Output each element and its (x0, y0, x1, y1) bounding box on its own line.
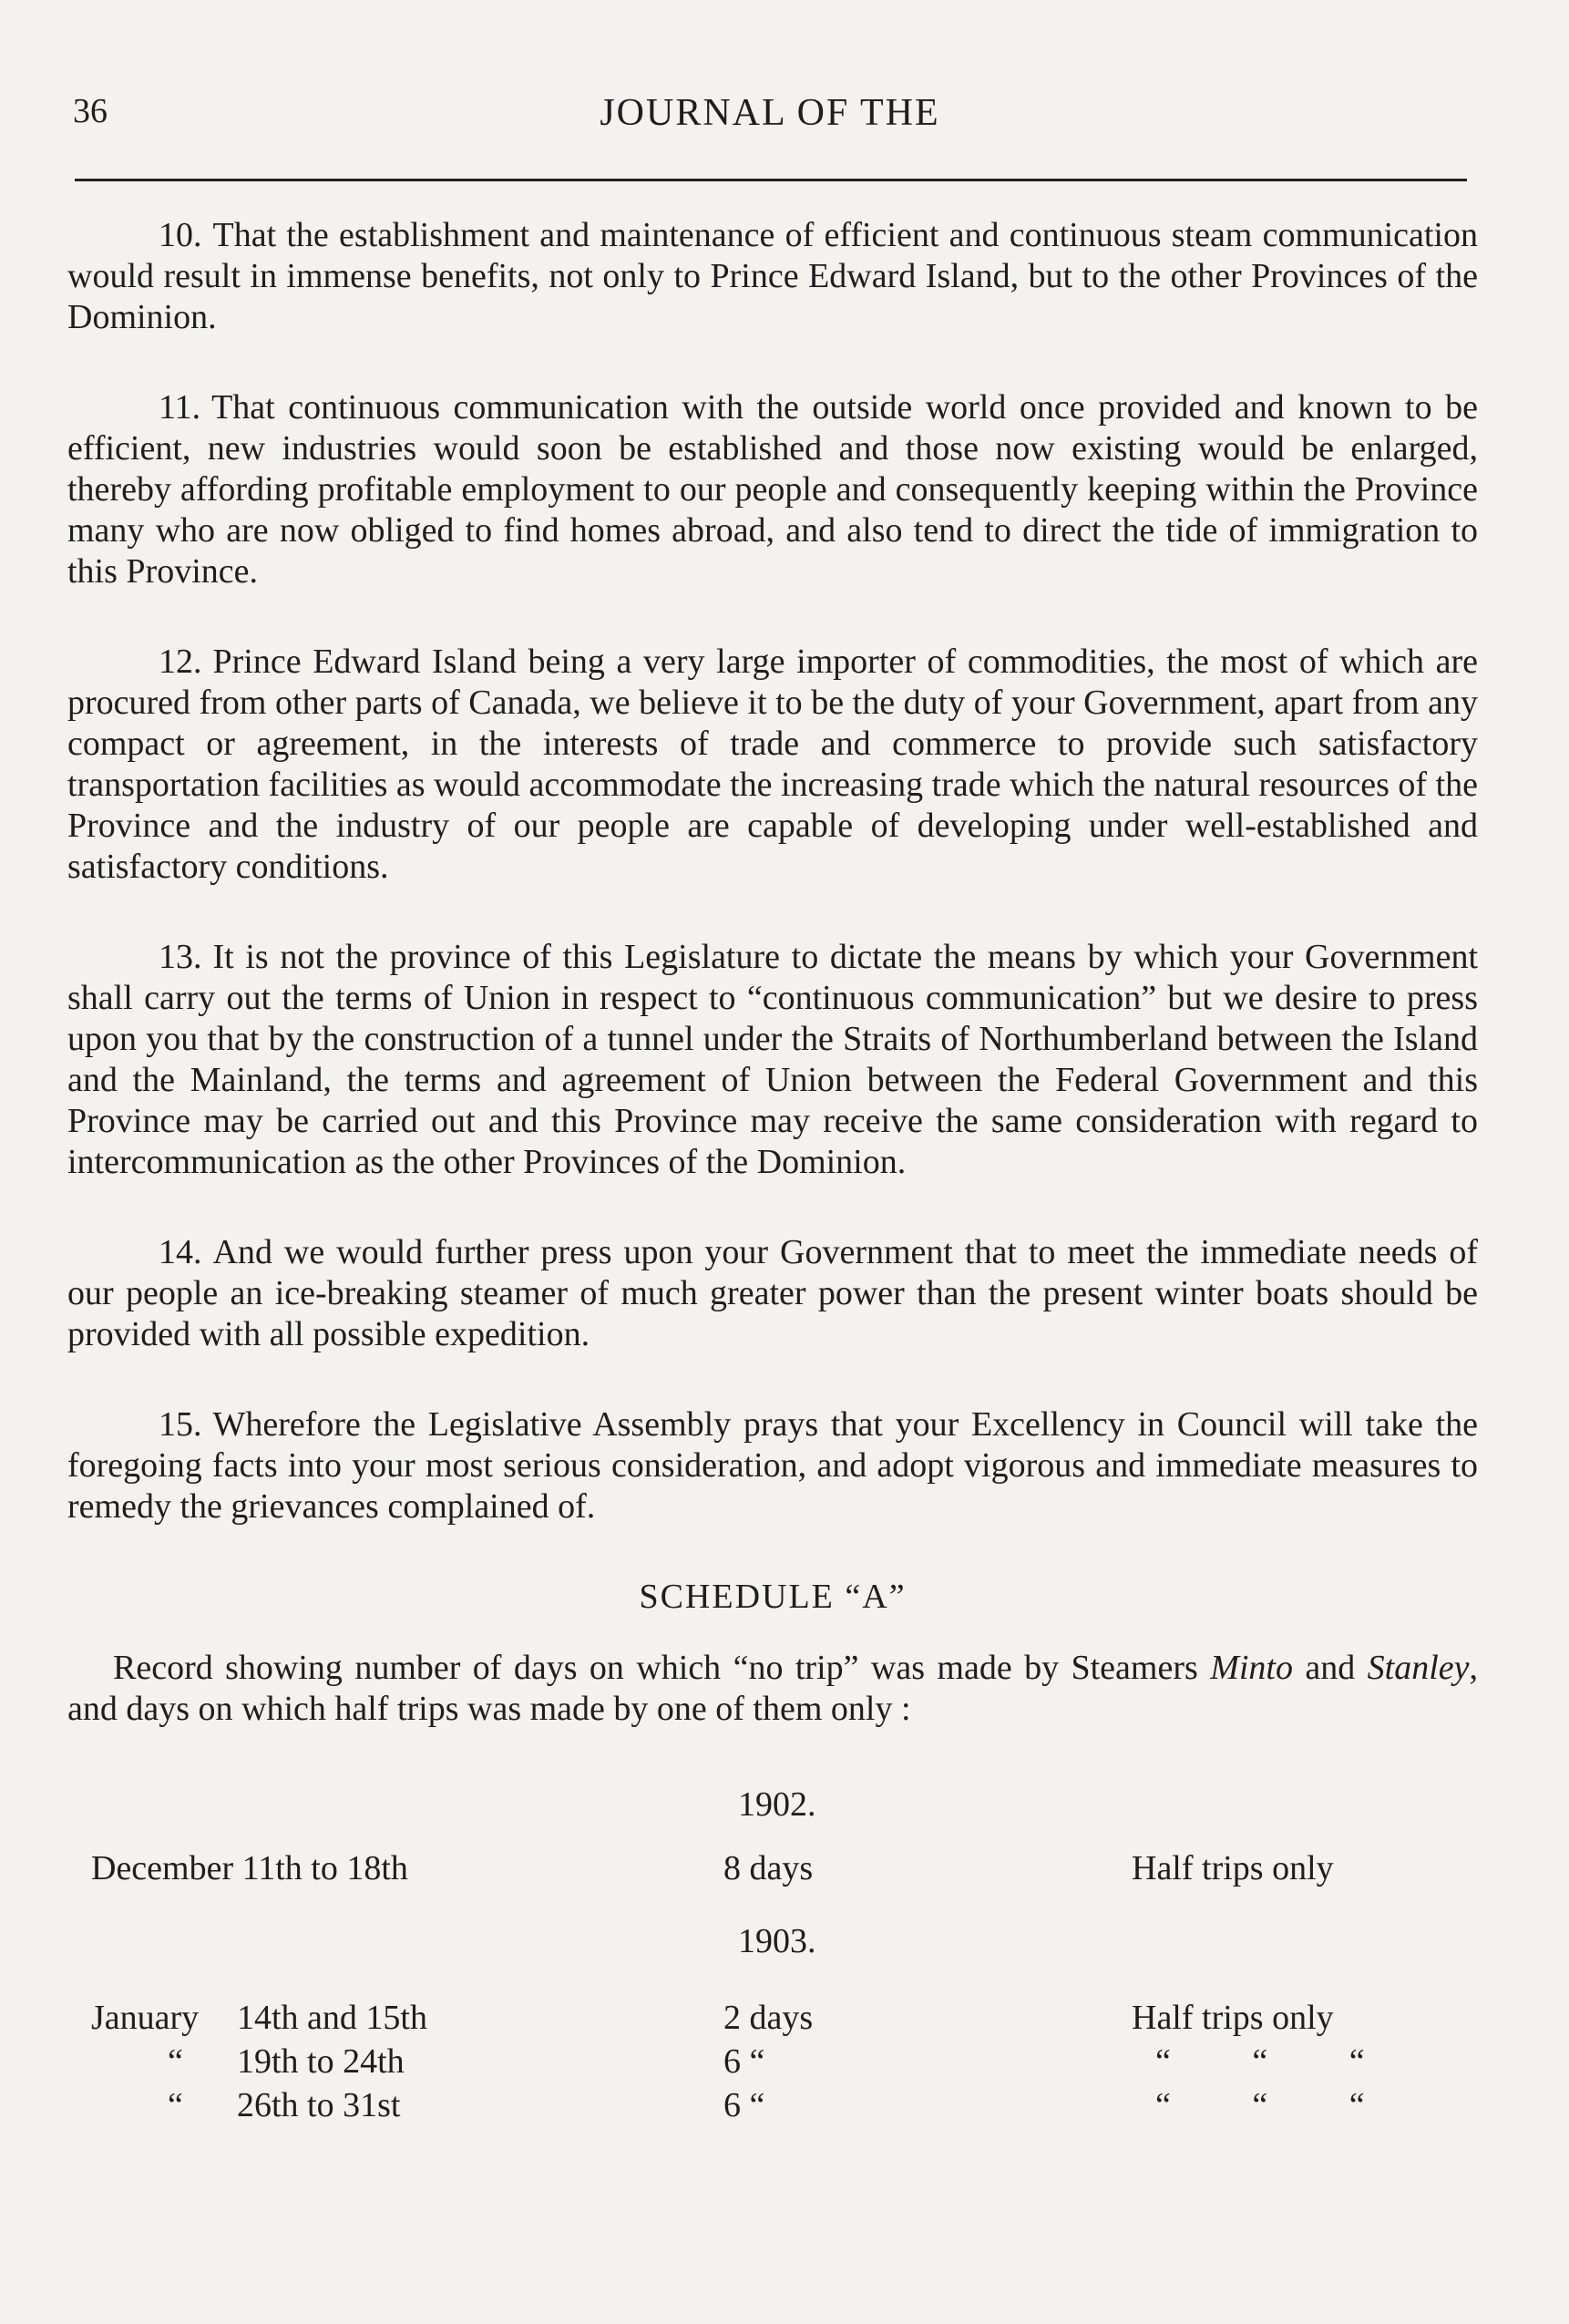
paragraph-text: That continuous communication with the outside world once provided and known to be efficient, new industries would soon be established and those now existing would be enlarged, thereby affording profitable employment to our people and consequently keeping within the Province many who are now obliged to find homes abroad, and also tend to direct the tide of immigration to this Province. (67, 388, 1478, 591)
paragraph-14 (67, 1232, 1478, 1355)
paragraph-number: 14. (159, 1233, 202, 1271)
steamer-name: Minto (1210, 1649, 1293, 1687)
paragraph-number: 13. (159, 938, 202, 976)
paragraph-text: Wherefore the Legislative Assembly prays that your Excellency in Council will take the foregoing facts into your most serious consideration, and adopt vigorous and immediate measures to remedy the grievances complained of. (67, 1405, 1478, 1526)
paragraph-text: And we would further press upon your Government that to meet the immediate needs of our people an ice-breaking steamer of much greater power than the present winter boats should be provided with all possible expedition. (67, 1233, 1478, 1353)
ditto-mark: “ (168, 2042, 183, 2081)
row-days: 8 days (723, 1849, 814, 1887)
paragraph-11 (67, 387, 1478, 592)
paragraph-number: 12. (159, 643, 202, 681)
schedule-intro-text: , and days on which half trips was made by one of them only : (67, 1649, 1478, 1728)
row-dates: 19th to 24th (237, 2042, 405, 2081)
paragraph-number: 15. (159, 1405, 202, 1444)
paragraph-number: 10. (159, 216, 202, 254)
schedule-intro-text: and (1292, 1649, 1368, 1687)
row-note: “ “ “ (1155, 2042, 1401, 2081)
paragraph-text: Prince Edward Island being a very large importer of commodities, the most of which are procured from other parts of Canada, we believe it to be the duty of your Government, apart from any compact or agreement, in the interests of trade and commerce to provide such satisfactory transportation facilities as would accommodate the increasing trade which the natural resources of the Province and the industry of our people are capable of developing under well-established and satisfactory conditions. (67, 643, 1478, 886)
schedule-row (67, 2085, 1478, 2129)
year-heading (67, 1921, 1478, 1969)
schedule-intro (67, 1648, 1478, 1730)
row-note: Half trips only (1132, 1999, 1334, 2037)
paragraph-10 (67, 215, 1478, 338)
row-note: “ “ “ (1155, 2086, 1401, 2124)
schedule-row (67, 1848, 1478, 1892)
page-header (73, 91, 1467, 155)
schedule-row (67, 2041, 1478, 2085)
schedule-intro-text: Record showing number of days on which “no trip” was made by Steamers (113, 1649, 1211, 1687)
row-dates: December 11th to 18th (91, 1849, 408, 1887)
paragraph-13 (67, 937, 1478, 1183)
document-body (67, 215, 1478, 2129)
row-dates: 26th to 31st (237, 2086, 401, 2124)
row-days: 2 days (723, 1999, 814, 2037)
row-days: 6 “ (723, 2042, 765, 2081)
header-rule (75, 179, 1467, 181)
row-dates: 14th and 15th (237, 1999, 427, 2037)
paragraph-text: It is not the province of this Legislature to dictate the means by which your Government shall carry out the terms of Union in respect to “continuous communication” but we desire to press upon you that by the construction of a tunnel under the Straits of Northumberland between the Island and the Mainland, the terms and agreement of Union between the Federal Government and this Province may be carried out and this Province may receive the same consideration with regard to intercommunication as the other Provinces of the Dominion. (67, 938, 1478, 1181)
row-days: 6 “ (723, 2086, 765, 2124)
schedule-row (67, 1998, 1478, 2041)
paragraph-15 (67, 1404, 1478, 1527)
running-title: JOURNAL OF THE (600, 92, 940, 134)
ditto-mark: “ (168, 2086, 183, 2124)
row-month: January (91, 1999, 200, 2037)
year-label: 1903. (738, 1922, 816, 1960)
paragraph-number: 11. (159, 388, 201, 427)
page-number: 36 (73, 92, 108, 130)
year-label: 1902. (738, 1785, 816, 1824)
row-note: Half trips only (1132, 1849, 1334, 1887)
steamer-name: Stanley (1367, 1649, 1470, 1687)
paragraph-text: That the establishment and maintenance of efficient and continuous steam communication would result in immense benefits, not only to Prince Edward Island, but to the other Provinces of the Dominion. (67, 216, 1478, 336)
year-heading (67, 1784, 1478, 1832)
schedule-title: SCHEDULE “A” (639, 1578, 907, 1616)
paragraph-12 (67, 642, 1478, 888)
